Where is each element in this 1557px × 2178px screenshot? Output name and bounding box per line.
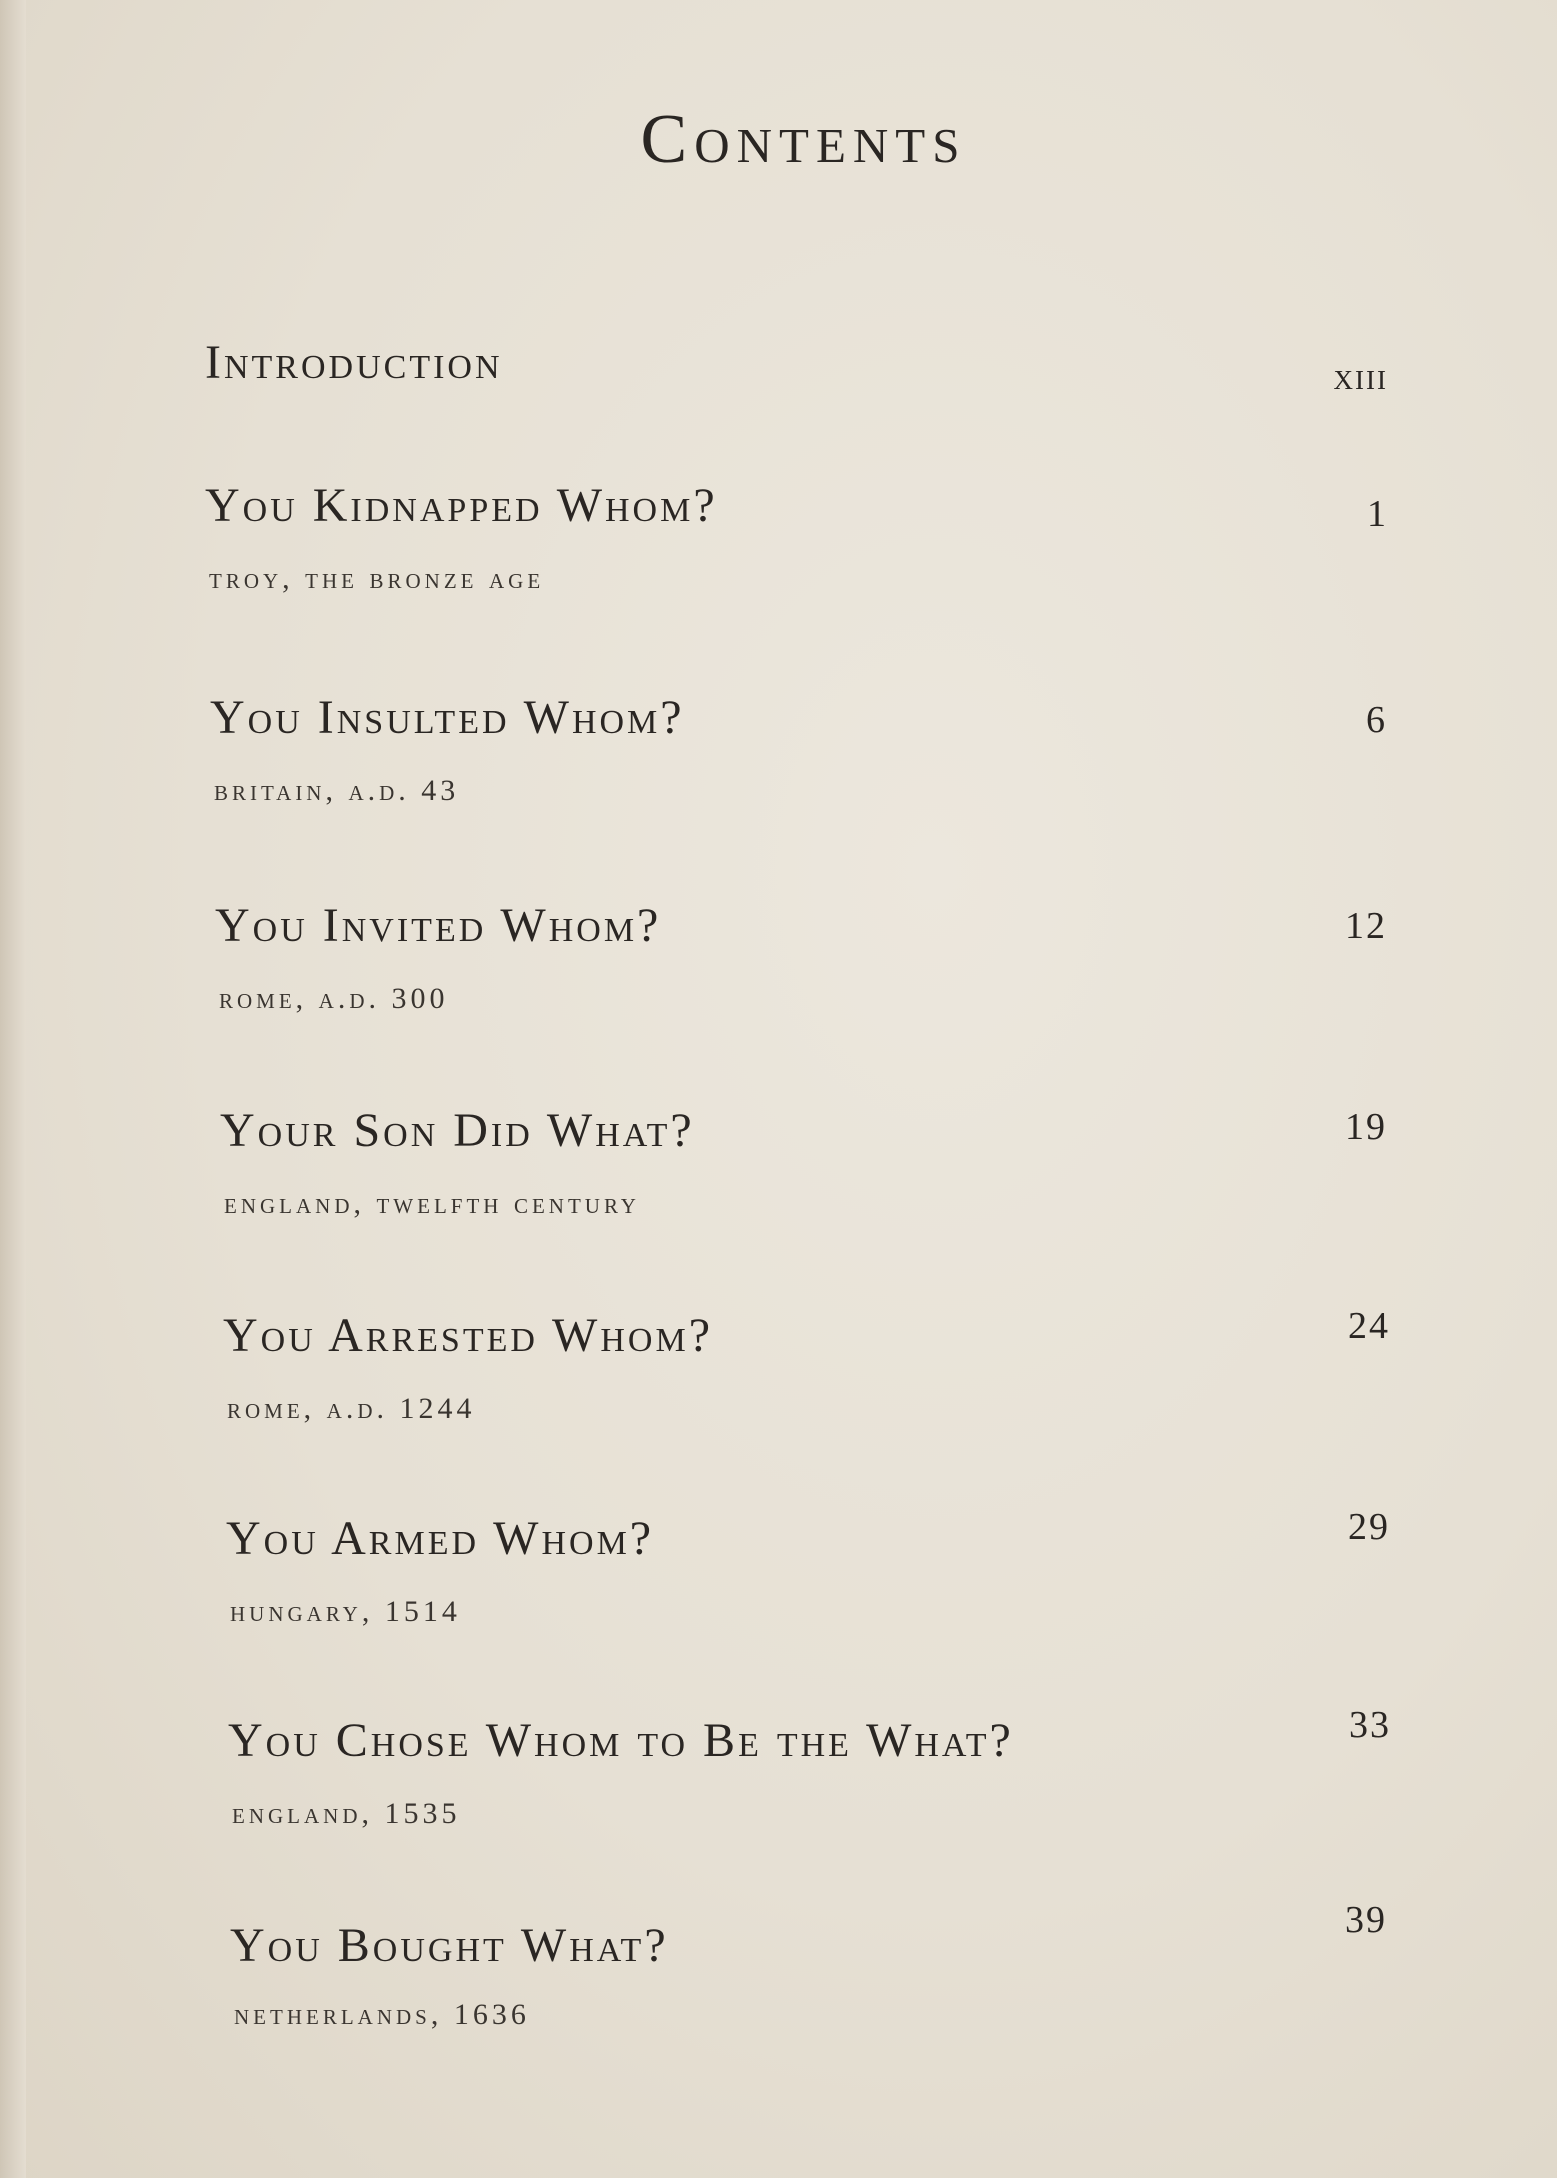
toc-entry-title: You Chose Whom to Be the What? [228, 1714, 1014, 1767]
toc-entry-title: You Kidnapped Whom? [205, 479, 718, 532]
toc-entry-page: 19 [1345, 1106, 1387, 1148]
toc-entry-subtitle: britain, a.d. 43 [214, 774, 460, 807]
toc-entry-subtitle: netherlands, 1636 [234, 1998, 530, 2031]
toc-entry-page: 24 [1348, 1305, 1390, 1347]
toc-entry-title: Your Son Did What? [220, 1104, 695, 1157]
toc-entry-title: You Invited Whom? [215, 899, 662, 952]
toc-entry-page: 12 [1345, 905, 1387, 947]
toc-entry-subtitle: rome, a.d. 300 [219, 982, 449, 1015]
toc-entry-subtitle: england, 1535 [232, 1797, 461, 1830]
toc-entry-title: You Bought What? [230, 1919, 669, 1972]
toc-entry-page: 39 [1345, 1899, 1387, 1941]
toc-entry-title: You Insulted Whom? [210, 691, 685, 744]
page-edge [0, 0, 26, 2178]
toc-entry-subtitle: troy, the bronze age [209, 562, 545, 595]
toc-entry-subtitle: hungary, 1514 [230, 1595, 461, 1628]
toc-entry-page: 1 [1367, 493, 1388, 535]
toc-entry-title: Introduction [205, 336, 503, 389]
toc-entry-page: 6 [1366, 699, 1387, 741]
toc-entry-title: You Armed Whom? [226, 1512, 655, 1565]
toc-entry-page: xiii [1333, 356, 1388, 398]
toc-entry-page: 33 [1349, 1704, 1391, 1746]
toc-entry-title: You Arrested Whom? [223, 1309, 713, 1362]
toc-entry-subtitle: england, twelfth century [224, 1187, 640, 1220]
toc-entry-subtitle: rome, a.d. 1244 [227, 1392, 476, 1425]
toc-entry-page: 29 [1348, 1506, 1390, 1548]
page-title: Contents [640, 101, 967, 178]
